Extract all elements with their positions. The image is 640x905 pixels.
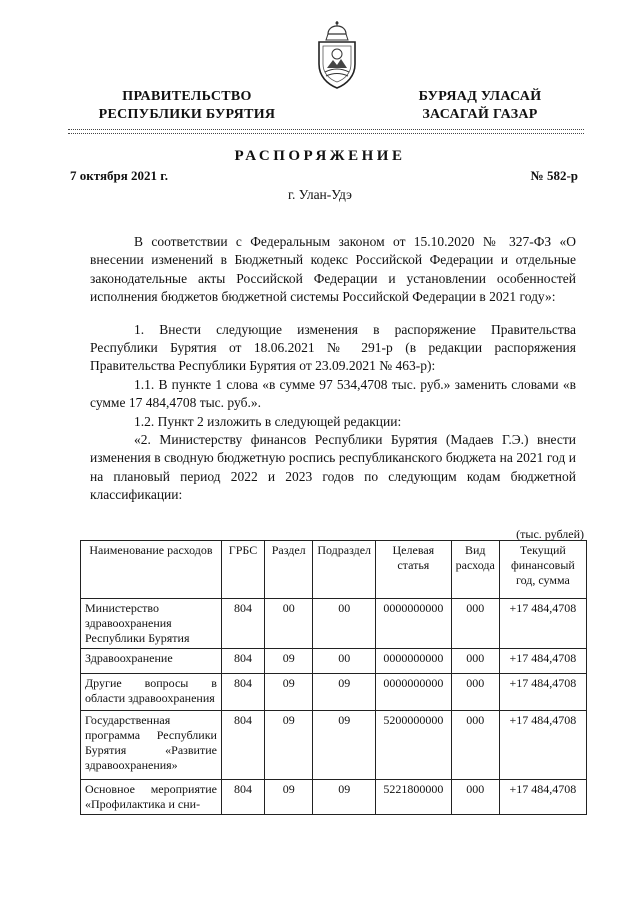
cell-grbs: 804 (221, 674, 264, 711)
body-paragraph-item1-2: 1.2. Пункт 2 изложить в следующей редакции: (134, 413, 402, 429)
document-city: г. Улан-Удэ (288, 187, 352, 202)
header-grbs: ГРБС (221, 541, 264, 599)
cell-podrazdel: 00 (313, 649, 376, 674)
cell-name: Министерство здравоохранения Республики Бурятия (81, 599, 222, 649)
cell-razdel: 09 (265, 649, 313, 674)
cell-podrazdel: 09 (313, 711, 376, 780)
cell-razdel: 09 (265, 711, 313, 780)
cell-podrazdel: 09 (313, 780, 376, 815)
cell-vid: 000 (451, 711, 499, 780)
cell-razdel: 09 (265, 780, 313, 815)
body-paragraph-item2: «2. Министерству финансов Республики Бурятия (Мадаев Г.Э.) внести изменения в сводную бюджетную роспись республиканского бюджета на 2021 год и на плановый период 2022 и 2023 годов по следующим кодам бюджетной классификации: (90, 432, 576, 503)
org-name-buryat (395, 88, 565, 124)
body-paragraph-item1-1: 1.1. В пункте 1 слова «в сумме 97 534,4708 тыс. руб.» заменить словами «в сумме 17 484,4708 тыс. руб.». (90, 376, 576, 411)
table-row (81, 711, 587, 780)
org-name-russian-line1: ПРАВИТЕЛЬСТВО (122, 89, 252, 104)
body-paragraph-item1: 1. Внести следующие изменения в распоряжение Правительства Республики Бурятия от 18.06.2021 № 291-р (в редакции распоряжения Правительства Республики Бурятия от 23.09.2021 № 463-р): (90, 321, 576, 374)
header-celevaya: Целевая статья (376, 541, 452, 599)
cell-vid: 000 (451, 674, 499, 711)
cell-summa: +17 484,4708 (499, 649, 586, 674)
header-name: Наименование расходов (81, 541, 222, 599)
cell-name: Государственная программа Республики Бурятия «Развитие здравоохранения» (81, 711, 222, 780)
header-razdel: Раздел (265, 541, 313, 599)
org-name-buryat-line2: ЗАСАГАЙ ГАЗАР (422, 107, 538, 122)
cell-vid: 000 (451, 599, 499, 649)
cell-razdel: 09 (265, 674, 313, 711)
org-name-russian (82, 88, 292, 124)
cell-grbs: 804 (221, 649, 264, 674)
cell-summa: +17 484,4708 (499, 780, 586, 815)
cell-name: Здравоохранение (81, 649, 222, 674)
header-summa: Текущий финансовый год, сумма (499, 541, 586, 599)
org-name-russian-line2: РЕСПУБЛИКИ БУРЯТИЯ (98, 107, 276, 122)
header-divider (68, 129, 584, 130)
cell-podrazdel: 00 (313, 599, 376, 649)
cell-summa: +17 484,4708 (499, 711, 586, 780)
cell-summa: +17 484,4708 (499, 599, 586, 649)
cell-celevaya: 5221800000 (376, 780, 452, 815)
table-row (81, 780, 587, 815)
cell-summa: +17 484,4708 (499, 674, 586, 711)
cell-razdel: 00 (265, 599, 313, 649)
table-header-row (81, 541, 587, 599)
budget-table (80, 540, 587, 815)
coat-of-arms-icon (313, 20, 361, 94)
table-row (81, 599, 587, 649)
cell-vid: 000 (451, 780, 499, 815)
document-number: № 582-р (530, 168, 578, 183)
document-title: РАСПОРЯЖЕНИЕ (234, 148, 406, 164)
cell-celevaya: 0000000000 (376, 674, 452, 711)
cell-grbs: 804 (221, 780, 264, 815)
cell-celevaya: 5200000000 (376, 711, 452, 780)
cell-grbs: 804 (221, 711, 264, 780)
cell-podrazdel: 09 (313, 674, 376, 711)
header-divider-second (68, 133, 584, 134)
table-row (81, 649, 587, 674)
header-podrazdel: Подраздел (313, 541, 376, 599)
cell-name: Основное мероприятие «Профилактика и сни- (81, 780, 222, 815)
table-row (81, 674, 587, 711)
cell-vid: 000 (451, 649, 499, 674)
header-vid: Вид расхода (451, 541, 499, 599)
cell-celevaya: 0000000000 (376, 649, 452, 674)
org-name-buryat-line1: БУРЯАД УЛАСАЙ (418, 89, 542, 104)
body-paragraph-preamble: В соответствии с Федеральным законом от 15.10.2020 № 327-ФЗ «О внесении изменений в Бюджетный кодекс Российской Федерации и отдельные законодательные акты Российской Федерации и установлении особенностей исполнения бюджетов бюджетной системы Российской Федерации в 2021 году»: (90, 234, 576, 305)
document-date: 7 октября 2021 г. (70, 168, 168, 183)
cell-grbs: 804 (221, 599, 264, 649)
document-body (90, 233, 576, 505)
table-unit-note: (тыс. рублей) (516, 527, 584, 541)
cell-celevaya: 0000000000 (376, 599, 452, 649)
cell-name: Другие вопросы в области здравоохранения (81, 674, 222, 711)
